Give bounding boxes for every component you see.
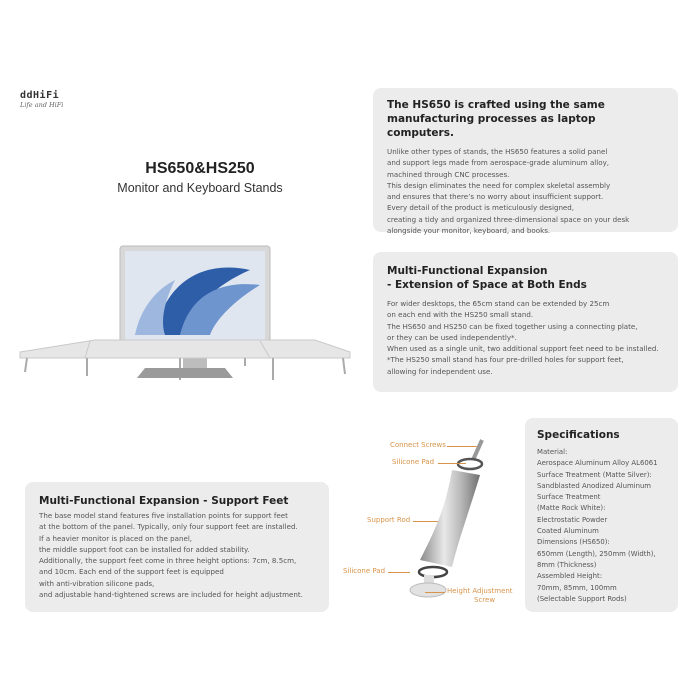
specifications-panel	[525, 418, 678, 612]
leader-line	[388, 572, 410, 573]
expansion-heading-line1: Multi-Functional Expansion	[387, 265, 548, 277]
height-adjustment-screw	[410, 575, 446, 597]
product-image-monitor-stand	[15, 240, 355, 420]
support-feet-body: The base model stand features five installation points for support feet at the bottom of the panel. Typically, only four support feet are installed. If a heavier monitor is placed on the panel, the middle support foot can be installed for added stability. Additionally, the support feet come in three height options: 7cm, 8.5cm, and 10cm. Each end of the support feet is equipped with anti-vibration silicone pads, and adjustable hand-tightened screws are included for height adjustment.	[39, 511, 303, 600]
leader-line	[438, 463, 466, 464]
expansion-heading-line2: - Extension of Space at Both Ends	[387, 279, 587, 291]
keyboard	[137, 368, 233, 378]
label-connect-screws: Connect Screws	[390, 441, 446, 449]
label-silicone-pad-top: Silicone Pad	[392, 458, 435, 466]
brand-tagline: Life and HiFi	[20, 101, 64, 109]
label-height-adjustment-line1: Height Adjustment	[447, 587, 513, 595]
brand-name: ddHiFi	[20, 90, 60, 101]
leader-line	[413, 521, 438, 522]
label-silicone-pad-bottom: Silicone Pad	[343, 567, 386, 575]
silicone-pad-top	[458, 459, 482, 469]
support-feet-heading: Multi-Functional Expansion - Support Feet	[39, 495, 289, 507]
expansion-body: For wider desktops, the 65cm stand can be extended by 25cm on each end with the HS250 small stand. The HS650 and HS250 can be fixed together using a connecting plate, or they can be used independently*. When used as a single unit, two additional support feet need to be installed. *The HS250 small stand has four pre-drilled holes for support feet, allowing for independent use.	[387, 299, 659, 376]
leader-line	[447, 446, 477, 447]
connect-screw	[473, 440, 482, 460]
leader-line	[425, 592, 445, 593]
crafted-panel	[373, 88, 678, 236]
label-height-adjustment-line2: Screw	[474, 596, 496, 604]
page-title: HS650&HS250	[145, 160, 255, 177]
page-subtitle: Monitor and Keyboard Stands	[117, 181, 283, 195]
crafted-body: Unlike other types of stands, the HS650 features a solid panel and support legs made from aerospace-grade aluminum alloy, machined through CNC processes. This design eliminates the need for complex skeletal assembly and ensures that there’s no worry about insufficient support. Every detail of the product is meticulously designed, creating a tidy and organized three-dimensional space on your desk alongside your monitor, keyboard, and books.	[387, 147, 630, 236]
brand-logo	[20, 90, 63, 109]
support-feet-panel	[25, 482, 329, 612]
expansion-panel	[373, 252, 678, 392]
specifications-body: Material: Aerospace Aluminum Alloy AL6061 Surface Treatment (Matte Silver): Sandblasted Anodized Aluminum Surface Treatment (Matte Rock White): Electrostatic Powder Coated Aluminum Dimensions (HS650): 650mm (Length), 250mm (Width), 8mm (Thickness) Assembled Height: 70mm, 85mm, 100mm (Selectable Support Rods)	[537, 448, 658, 603]
label-support-rod: Support Rod	[367, 516, 411, 524]
crafted-heading: The HS650 is crafted using the same manufacturing processes as laptop computers.	[387, 99, 605, 139]
specifications-heading: Specifications	[537, 429, 620, 441]
support-rod	[420, 470, 480, 567]
